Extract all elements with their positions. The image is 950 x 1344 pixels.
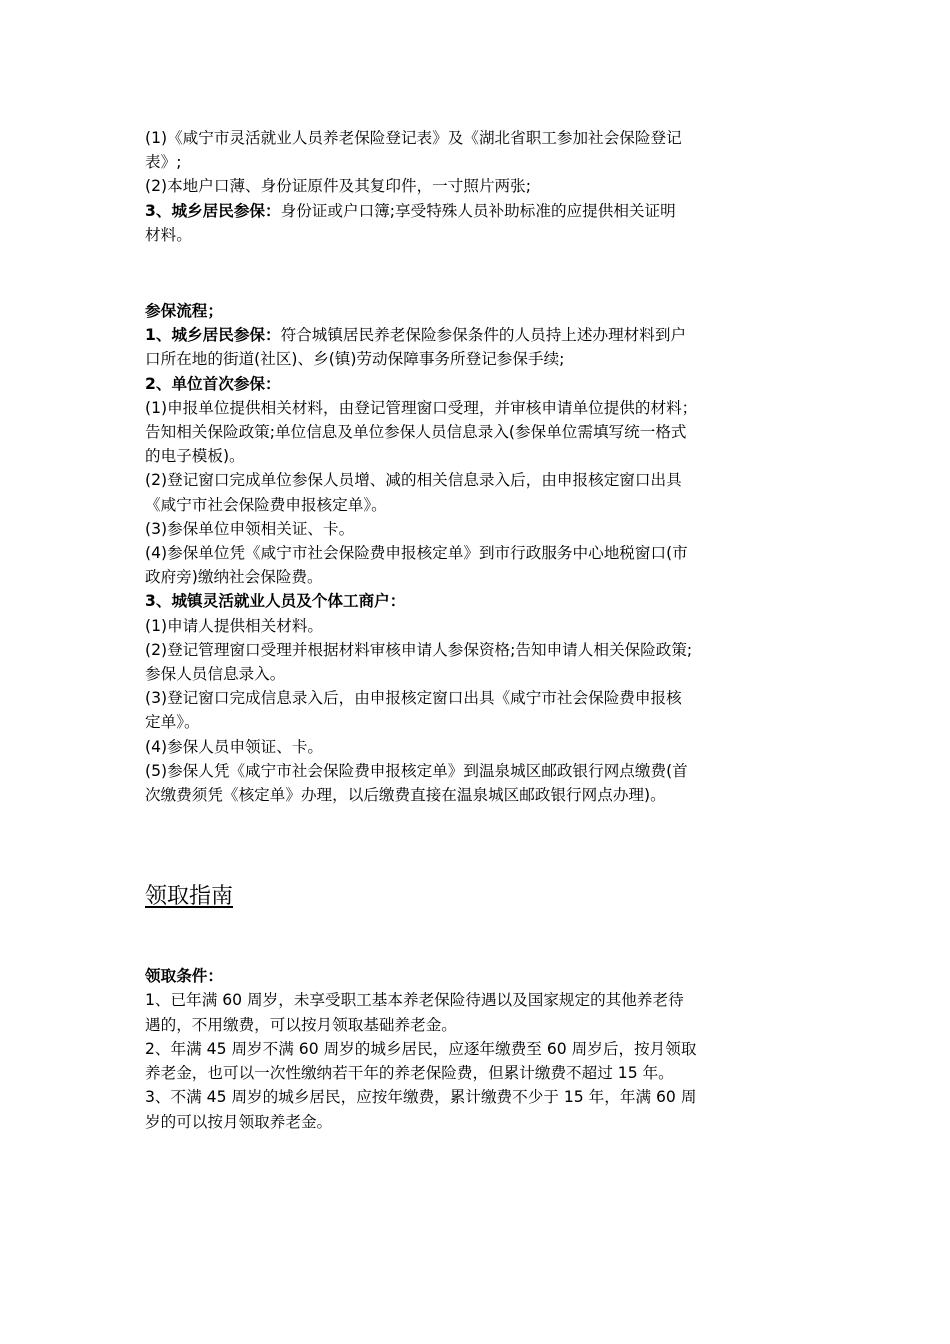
spacer <box>145 807 810 882</box>
flex-line: 定单》。 <box>145 713 200 732</box>
rural-materials-line <box>145 199 810 223</box>
process-rural-line <box>145 323 810 347</box>
unit-line: (3)参保单位申领相关证、卡。 <box>145 519 355 538</box>
flex-line: 参保人员信息录入。 <box>145 665 286 684</box>
unit-title: 2、单位首次参保： <box>145 374 281 393</box>
rural-materials-text: 身份证或户口簿;享受特殊人员补助标准的应提供相关证明 <box>280 201 676 220</box>
rural-materials-line-cont: 材料。 <box>145 225 192 244</box>
rural-materials-label: 3、城乡居民参保： <box>145 201 281 220</box>
condition-line: 岁的可以按月领取养老金。 <box>145 1112 333 1131</box>
unit-line: (1)申报单位提供相关材料，由登记管理窗口受理，并审核申请单位提供的材料； <box>145 398 698 417</box>
flex-title: 3、城镇灵活就业人员及个体工商户： <box>145 592 406 611</box>
flex-line: (4)参保人员申领证、卡。 <box>145 737 324 756</box>
spacer <box>145 247 810 299</box>
unit-line: (2)登记窗口完成单位参保人员增、减的相关信息录入后，由申报核定窗口出具 <box>145 471 682 490</box>
materials-line: (1)《咸宁市灵活就业人员养老保险登记表》及《湖北省职工参加社会保险登记 <box>145 129 682 147</box>
materials-line: 表》; <box>145 153 182 172</box>
flex-line: (1)申请人提供相关材料。 <box>145 616 324 635</box>
flex-line: (2)登记管理窗口受理并根据材料审核申请人参保资格;告知申请人相关保险政策; <box>145 640 693 659</box>
guide-heading: 领取指南 <box>145 884 234 910</box>
flex-line: 次缴费须凭《核定单》办理，以后缴费直接在温泉城区邮政银行网点办理)。 <box>145 786 666 805</box>
materials-line: (2)本地户口薄、身份证原件及其复印件，一寸照片两张; <box>145 177 531 196</box>
materials-section <box>145 126 810 247</box>
guide-section <box>145 882 810 1133</box>
condition-line: 3、不满 45 周岁的城乡居民，应按年缴费，累计缴费不少于 15 年，年满 60 周 <box>145 1088 697 1107</box>
process-rural-line-cont: 口所在地的街道(社区)、乡(镇)劳动保障事务所登记参保手续; <box>145 350 565 369</box>
document-page <box>145 126 810 1134</box>
condition-line: 2、年满 45 周岁不满 60 周岁的城乡居民，应逐年缴费至 60 周岁后，按月领取 <box>145 1039 697 1058</box>
unit-line: 的电子模板)。 <box>145 447 245 466</box>
process-rural-text: 符合城镇居民养老保险参保条件的人员持上述办理材料到户 <box>280 326 687 345</box>
flex-line: (5)参保人凭《咸宁市社会保险费申报核定单》到温泉城区邮政银行网点缴费(首 <box>145 761 688 780</box>
flex-line: (3)登记窗口完成信息录入后，由申报核定窗口出具《咸宁市社会保险费申报核 <box>145 689 682 708</box>
unit-line: 政府旁)缴纳社会保险费。 <box>145 568 323 587</box>
unit-line: (4)参保单位凭《咸宁市社会保险费申报核定单》到市行政服务中心地税窗口(市 <box>145 544 688 563</box>
conditions-title: 领取条件： <box>145 967 223 986</box>
process-title: 参保流程； <box>145 302 223 321</box>
spacer <box>145 912 810 964</box>
process-rural-label: 1、城乡居民参保： <box>145 326 281 345</box>
unit-line: 《咸宁市社会保险费申报核定单》。 <box>145 495 387 514</box>
condition-line: 养老金，也可以一次性缴纳若干年的养老保险费，但累计缴费不超过 15 年。 <box>145 1064 674 1083</box>
condition-line: 1、已年满 60 周岁，未享受职工基本养老保险待遇以及国家规定的其他养老待 <box>145 991 684 1010</box>
unit-line: 告知相关保险政策;单位信息及单位参保人员信息录入(参保单位需填写统一格式 <box>145 423 687 442</box>
condition-line: 遇的，不用缴费，可以按月领取基础养老金。 <box>145 1015 457 1034</box>
process-section <box>145 299 810 807</box>
